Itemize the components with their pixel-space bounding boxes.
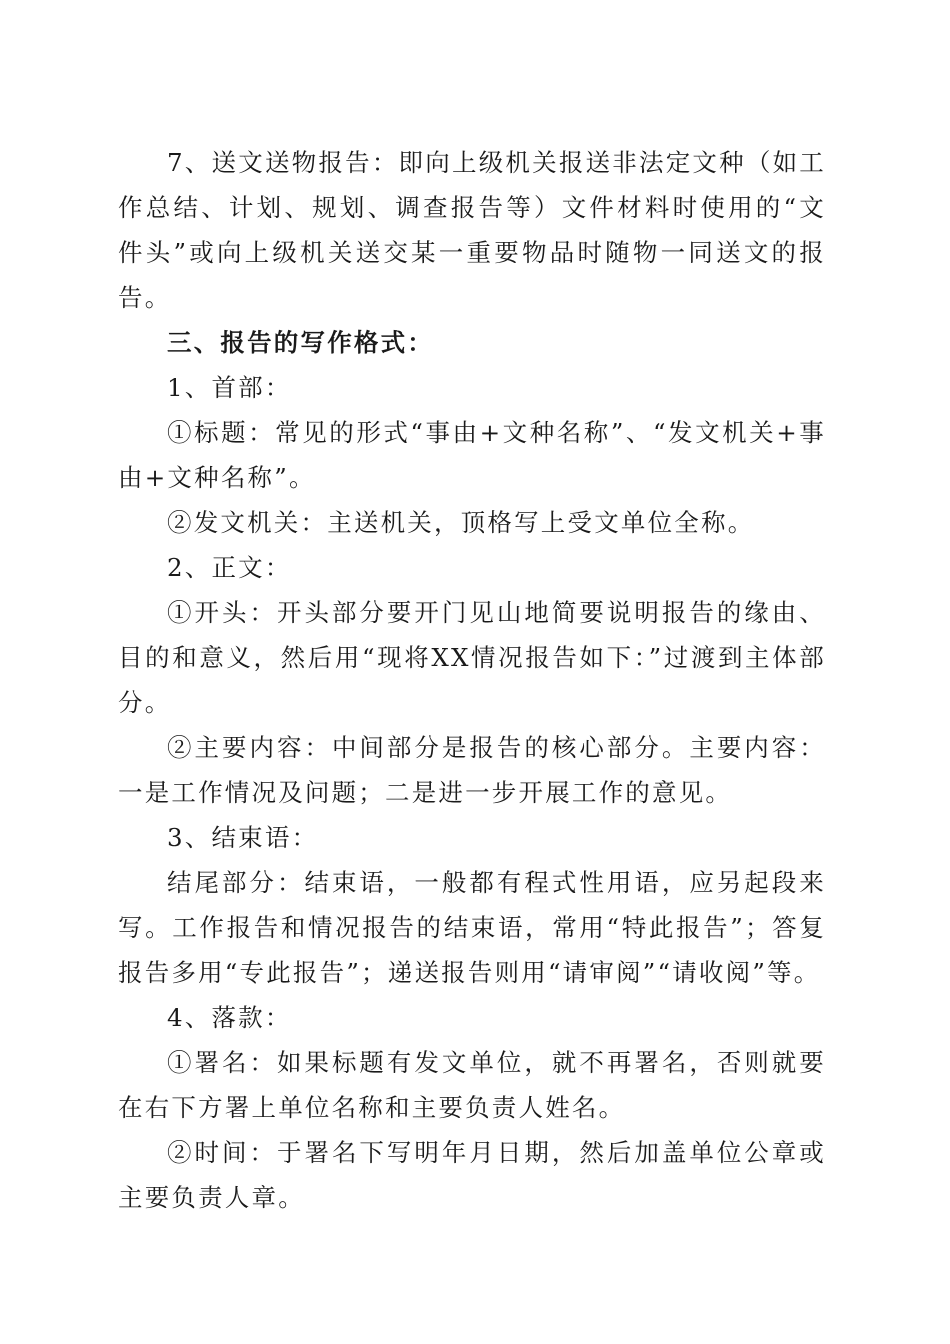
section-heading-writing-format: 三、报告的写作格式：	[167, 328, 434, 357]
paragraph-send-documents-report: 7、送文送物报告：即向上级机关报送非法定文种（如工作总结、计划、规划、调查报告等）文件材料时使用的“文件头”或向上级机关送交某一重要物品时随物一同送文的报告。	[118, 148, 826, 312]
paragraph-date: ②时间：于署名下写明年月日期，然后加盖单位公章或主要负责人章。	[118, 1138, 826, 1212]
paragraph-main-content: ②主要内容：中间部分是报告的核心部分。主要内容：一是工作情况及问题；二是进一步开展工作的意见。	[118, 733, 826, 807]
document-body	[118, 140, 826, 1220]
subheading-header-part: 1、首部：	[167, 373, 292, 402]
paragraph-issuing-authority: ②发文机关：主送机关，顶格写上受文单位全称。	[167, 508, 755, 537]
paragraph-signing: ①署名：如果标题有发文单位，就不再署名，否则就要在右下方署上单位名称和主要负责人姓名。	[118, 1048, 826, 1122]
paragraph-closing-section: 结尾部分：结束语，一般都有程式性用语，应另起段来写。工作报告和情况报告的结束语，常用“特此报告”；答复报告多用“专此报告”；递送报告则用“请审阅”“请收阅”等。	[118, 868, 826, 987]
subheading-closing-remarks: 3、结束语：	[167, 823, 319, 852]
subheading-main-text: 2、正文：	[167, 553, 292, 582]
paragraph-title: ①标题：常见的形式“事由+文种名称”、“发文机关+事由+文种名称”。	[118, 418, 826, 492]
paragraph-opening: ①开头：开头部分要开门见山地简要说明报告的缘由、目的和意义，然后用“现将XX情况报告如下：”过渡到主体部分。	[118, 598, 826, 717]
subheading-signature: 4、落款：	[167, 1003, 292, 1032]
